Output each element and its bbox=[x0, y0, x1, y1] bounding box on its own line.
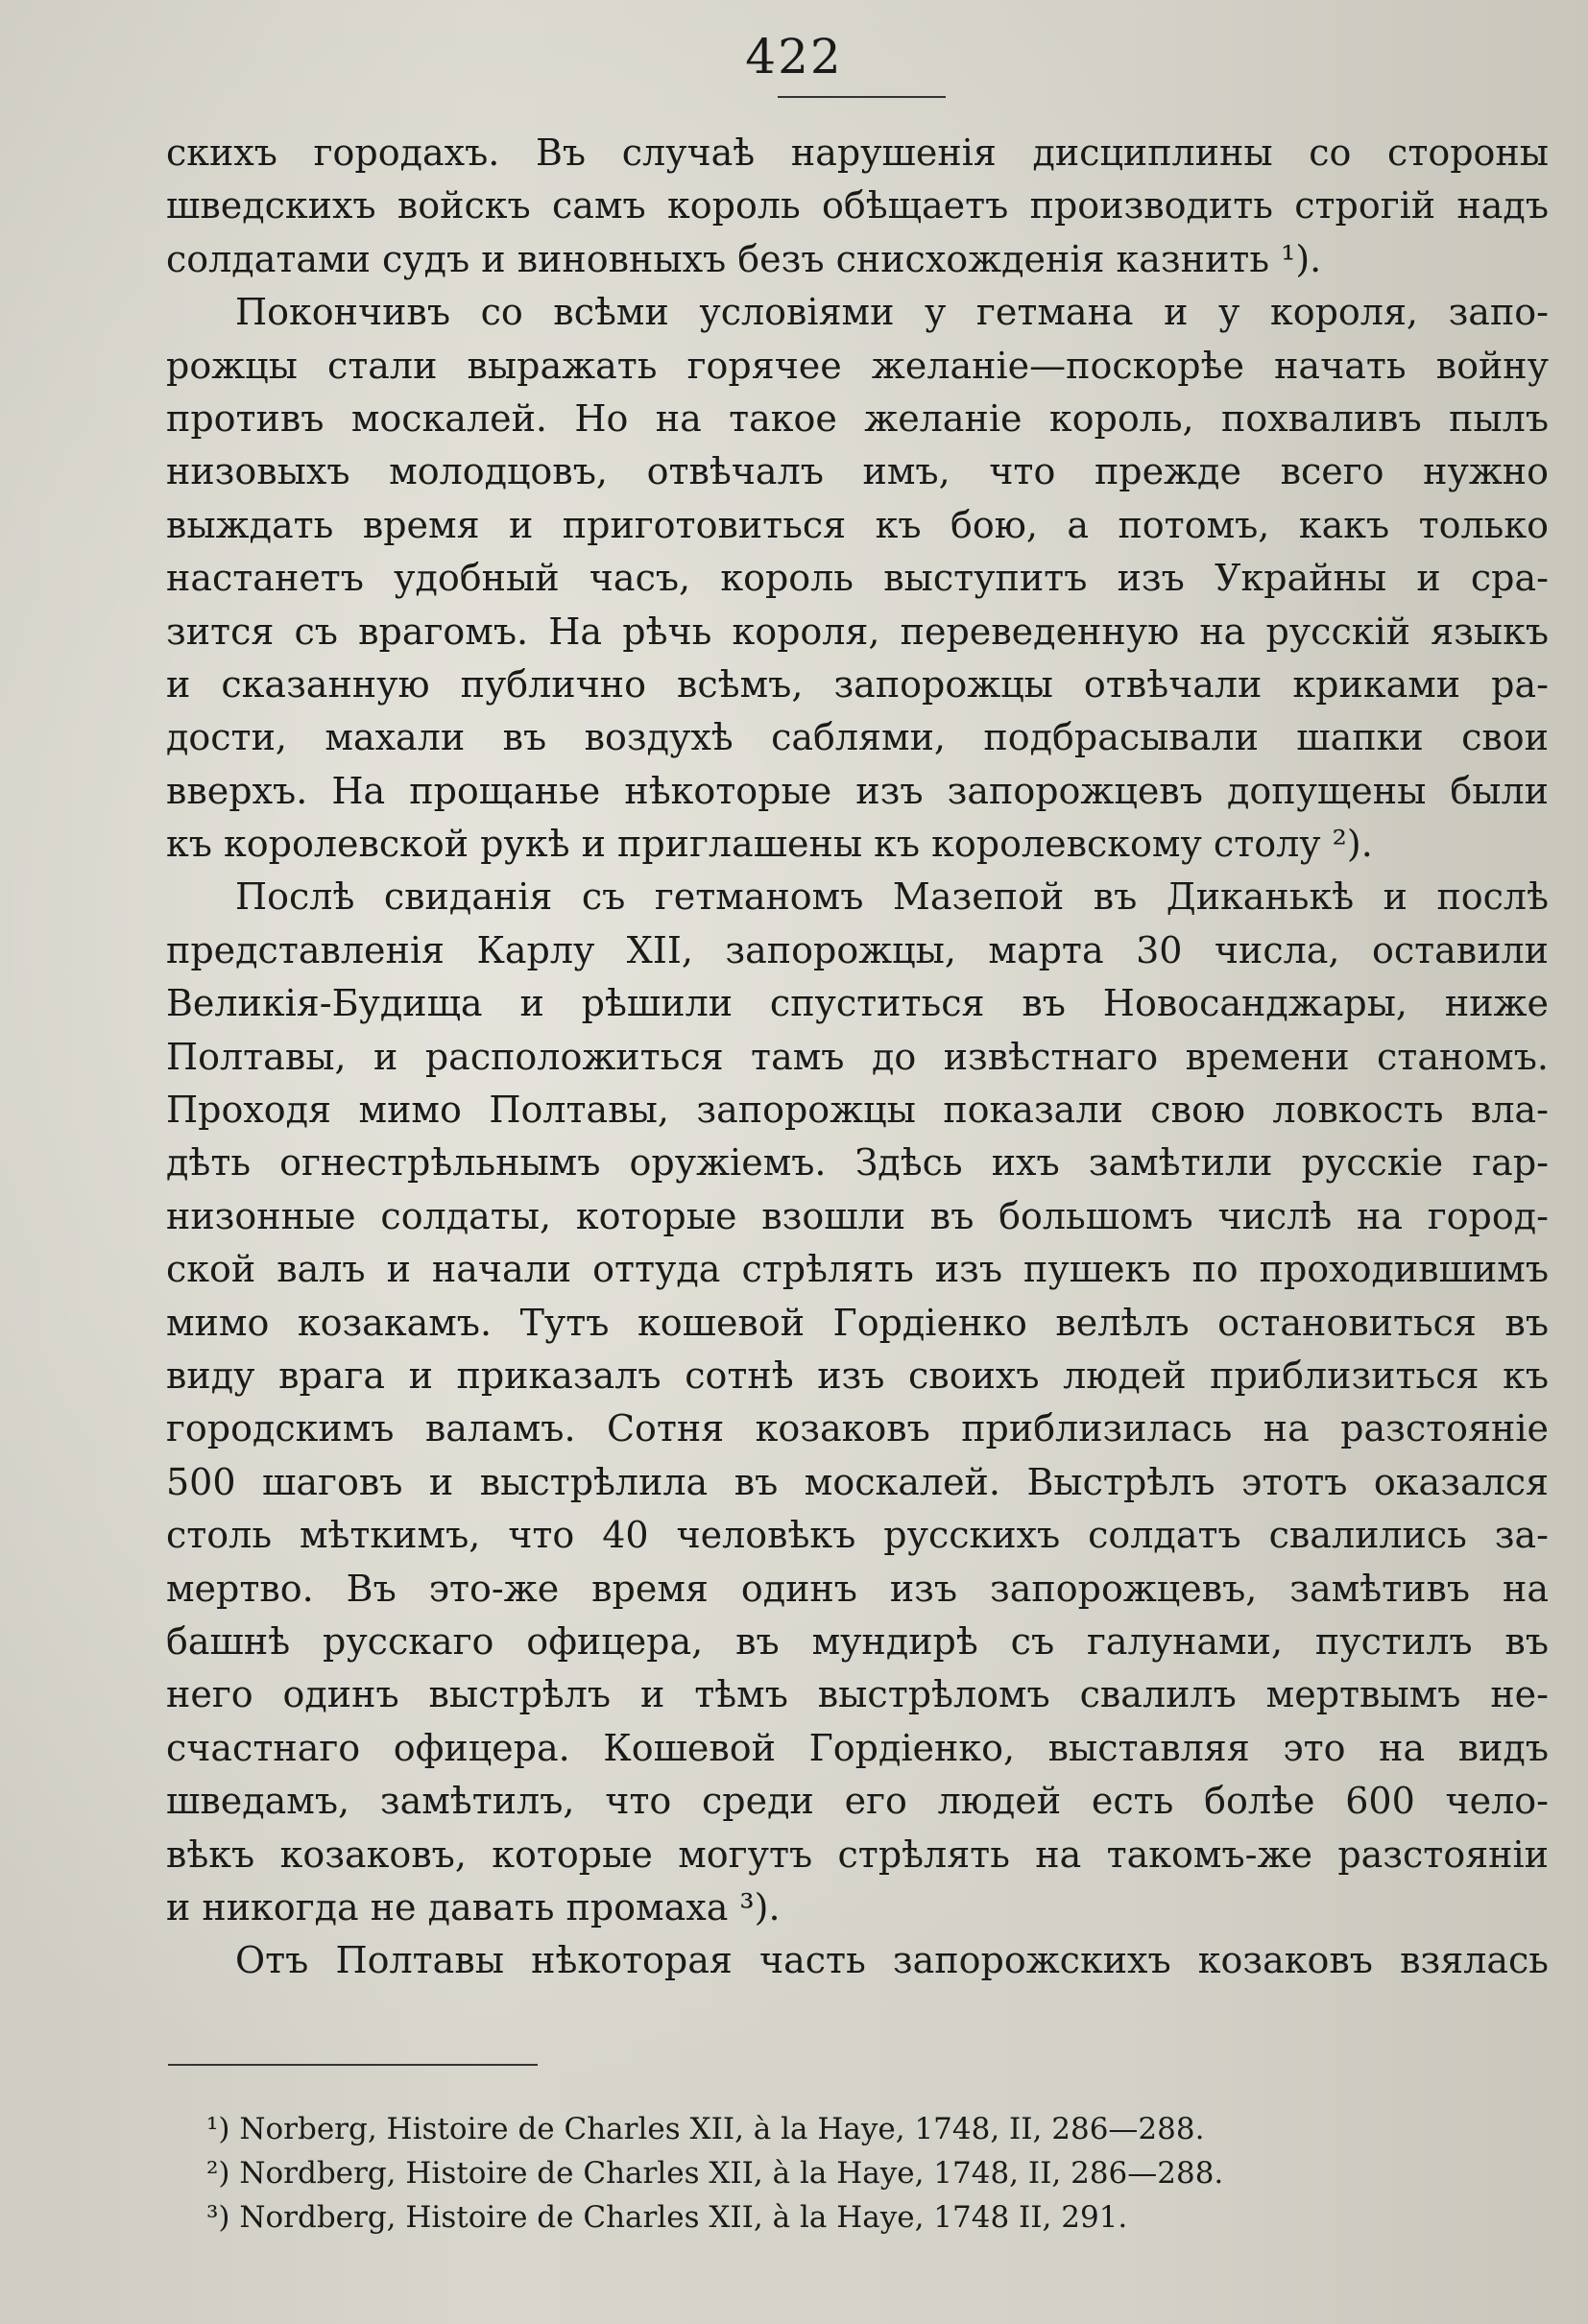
text-line: скихъ городахъ. Въ случаѣ нарушенія дисциплины со стороны bbox=[166, 132, 1549, 174]
footnote: ³) Nordberg, Histoire de Charles XII, à la Haye, 1748 II, 291. bbox=[206, 2200, 1128, 2235]
text-line: него одинъ выстрѣлъ и тѣмъ выстрѣломъ свалилъ мертвымъ не- bbox=[166, 1673, 1549, 1716]
footnotes bbox=[206, 2107, 1455, 2240]
text-line: 500 шаговъ и выстрѣлила въ москалей. Выстрѣлъ этотъ оказался bbox=[166, 1460, 1549, 1503]
text-line: Великія-Будища и рѣшили спуститься въ Новосанджары, ниже bbox=[166, 982, 1549, 1025]
text-line: Отъ Полтавы нѣкоторая часть запорожскихъ козаковъ взялась bbox=[235, 1939, 1549, 1982]
text-line: ской валъ и начали оттуда стрѣлять изъ пушекъ по проходившимъ bbox=[166, 1248, 1549, 1291]
page-number: 422 bbox=[745, 29, 843, 84]
footnote-rule bbox=[168, 2064, 538, 2066]
text-line: и никогда не давать промаха ³). bbox=[166, 1885, 781, 1929]
text-line: представленія Карлу XII, запорожцы, марта 30 числа, оставили bbox=[166, 928, 1549, 971]
text-line: и сказанную публично всѣмъ, запорожцы отвѣчали криками ра- bbox=[166, 662, 1549, 706]
body-text bbox=[166, 127, 1549, 1988]
paragraph bbox=[166, 127, 1549, 286]
text-line: выждать время и приготовиться къ бою, а потомъ, какъ только bbox=[166, 503, 1549, 546]
text-line: шведскихъ войскъ самъ король обѣщаетъ производить строгій надъ bbox=[166, 184, 1549, 228]
text-line: низовыхъ молодцовъ, отвѣчалъ имъ, что прежде всего нужно bbox=[166, 450, 1549, 493]
text-line: башнѣ русскаго офицера, въ мундирѣ съ галунами, пустилъ въ bbox=[166, 1619, 1549, 1663]
header-rule bbox=[778, 96, 946, 98]
text-line: Послѣ свиданія съ гетманомъ Мазепой въ Диканькѣ и послѣ bbox=[235, 875, 1549, 919]
text-line: къ королевской рукѣ и приглашены къ королевскому столу ²). bbox=[166, 823, 1373, 866]
text-line: низонные солдаты, которые взошли въ большомъ числѣ на город- bbox=[166, 1194, 1549, 1237]
text-line: виду врага и приказалъ сотнѣ изъ своихъ людей приблизиться къ bbox=[166, 1354, 1549, 1397]
text-line: шведамъ, замѣтилъ, что среди его людей есть болѣе 600 чело- bbox=[166, 1780, 1549, 1823]
text-line: дости, махали въ воздухѣ саблями, подбрасывали шапки свои bbox=[166, 716, 1549, 759]
footnote: ¹) Norberg, Histoire de Charles XII, à la Haye, 1748, II, 286—288. bbox=[206, 2112, 1205, 2146]
text-line: Полтавы, и расположиться тамъ до извѣстнаго времени станомъ. bbox=[166, 1035, 1549, 1078]
text-line: вверхъ. На прощанье нѣкоторые изъ запорожцевъ допущены были bbox=[166, 769, 1549, 812]
text-line: зится съ врагомъ. На рѣчь короля, переведенную на русскій языкъ bbox=[166, 610, 1549, 653]
text-line: счастнаго офицера. Кошевой Гордіенко, выставляя это на видъ bbox=[166, 1726, 1549, 1769]
text-line: вѣкъ козаковъ, которые могутъ стрѣлять на такомъ-же разстояніи bbox=[166, 1833, 1549, 1876]
text-line: противъ москалей. Но на такое желаніе король, похваливъ пылъ bbox=[166, 396, 1549, 440]
text-line: мимо козакамъ. Тутъ кошевой Гордіенко велѣлъ остановиться въ bbox=[166, 1301, 1549, 1344]
footnote: ²) Nordberg, Histoire de Charles XII, à la Haye, 1748, II, 286—288. bbox=[206, 2156, 1224, 2191]
text-line: солдатами судъ и виновныхъ безъ снисхожденія казнить ¹). bbox=[166, 237, 1322, 280]
text-line: мертво. Въ это-же время одинъ изъ запорожцевъ, замѣтивъ на bbox=[166, 1567, 1549, 1610]
paragraph bbox=[166, 1934, 1549, 1987]
text-line: Проходя мимо Полтавы, запорожцы показали свою ловкость вла- bbox=[166, 1089, 1549, 1132]
text-line: Покончивъ со всѣми условіями у гетмана и у короля, запо- bbox=[235, 291, 1549, 334]
paragraph bbox=[166, 286, 1549, 871]
text-line: городскимъ валамъ. Сотня козаковъ приблизилась на разстояніе bbox=[166, 1407, 1549, 1450]
text-line: столь мѣткимъ, что 40 человѣкъ русскихъ солдатъ свалились за- bbox=[166, 1514, 1549, 1557]
paragraph bbox=[166, 871, 1549, 1934]
text-line: настанетъ удобный часъ, король выступитъ изъ Украйны и сра- bbox=[166, 557, 1549, 600]
text-line: дѣть огнестрѣльнымъ оружіемъ. Здѣсь ихъ замѣтили русскіе гар- bbox=[166, 1141, 1549, 1185]
text-line: рожцы стали выражать горячее желаніе—поскорѣе начать войну bbox=[166, 344, 1549, 387]
